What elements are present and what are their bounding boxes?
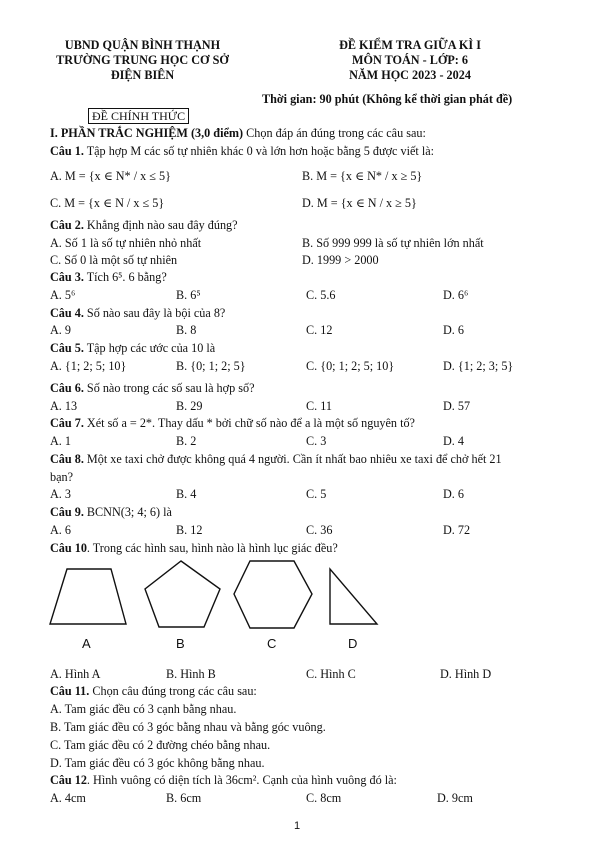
question-label: Câu 10 <box>50 541 87 555</box>
question-10 <box>50 541 338 556</box>
question-3 <box>50 270 167 285</box>
school-year: NĂM HỌC 2023 - 2024 <box>349 68 471 82</box>
answer-9c: C. 36 <box>306 523 333 537</box>
answer-1d: D. M = {x ∈ N / x ≥ 5} <box>302 196 417 210</box>
answer-3b: B. 6⁵ <box>176 288 201 302</box>
question-6 <box>50 381 254 396</box>
answer-5d: D. {1; 2; 3; 5} <box>443 359 514 373</box>
answer-10c: C. Hình C <box>306 667 356 681</box>
answer-12d: D. 9cm <box>437 791 473 805</box>
answer-5b: B. {0; 1; 2; 5} <box>176 359 246 373</box>
answer-12a: A. 4cm <box>50 791 86 805</box>
question-9 <box>50 505 172 520</box>
answer-8c: C. 5 <box>306 487 327 501</box>
question-label: Câu 9. <box>50 505 84 519</box>
answer-6c: C. 11 <box>306 399 332 413</box>
answer-10a: A. Hình A <box>50 667 101 681</box>
question-label: Câu 11. <box>50 684 90 698</box>
question-text: Tập hợp M các số tự nhiên khác 0 và lớn hơn hoặc bằng 5 được viết là: <box>83 144 435 158</box>
answer-5c: C. {0; 1; 2; 5; 10} <box>306 359 395 373</box>
shape-label-a: A <box>82 636 91 651</box>
answer-8a: A. 3 <box>50 487 71 501</box>
question-5 <box>50 341 215 356</box>
answer-7b: B. 2 <box>176 434 197 448</box>
answer-11d: D. Tam giác đều có 3 góc không bằng nhau. <box>50 756 265 770</box>
question-label: Câu 12 <box>50 773 87 787</box>
shape-label-b: B <box>176 636 185 651</box>
exam-time: Thời gian: 90 phút (Không kể thời gian phát đề) <box>262 92 513 106</box>
answer-3c: C. 5.6 <box>306 288 336 302</box>
answer-6b: B. 29 <box>176 399 203 413</box>
answer-11a: A. Tam giác đều có 3 cạnh bằng nhau. <box>50 702 237 716</box>
question-8 <box>50 452 502 467</box>
answer-1c: C. M = {x ∈ N / x ≤ 5} <box>50 196 165 210</box>
question-11 <box>50 684 257 699</box>
question-text: Xét số a = 2*. Thay dấu * bởi chữ số nào để a là một số nguyên tố? <box>83 416 415 430</box>
shape-label-d: D <box>348 636 358 651</box>
answer-6a: A. 13 <box>50 399 78 413</box>
question-text: Tập hợp các ước của 10 là <box>83 341 216 355</box>
shape-b-pentagon <box>145 561 220 627</box>
school-name: TRƯỜNG TRUNG HỌC CƠ SỞ <box>56 53 229 67</box>
answer-2a: A. Số 1 là số tự nhiên nhỏ nhất <box>50 236 202 250</box>
question-label: Câu 7. <box>50 416 84 430</box>
answer-7d: D. 4 <box>443 434 464 448</box>
question-text: . Hình vuông có diện tích là 36cm². Cạnh của hình vuông đó là: <box>86 773 397 787</box>
question-text: Tích 6⁵. 6 bằng? <box>83 270 167 284</box>
answer-1b: B. M = {x ∈ N* / x ≥ 5} <box>302 169 423 183</box>
answer-4b: B. 8 <box>176 323 197 337</box>
answer-2c: C. Số 0 là một số tự nhiên <box>50 253 178 267</box>
subject-grade: MÔN TOÁN - LỚP: 6 <box>351 53 468 67</box>
district-name: UBND QUẬN BÌNH THẠNH <box>64 38 221 52</box>
answer-9b: B. 12 <box>176 523 203 537</box>
question-12 <box>50 773 397 788</box>
question-label: Câu 1. <box>50 144 84 158</box>
official-stamp: ĐỀ CHÍNH THỨC <box>88 108 189 124</box>
question-label: Câu 2. <box>50 218 84 232</box>
answer-4d: D. 6 <box>443 323 464 337</box>
answer-2b: B. Số 999 999 là số tự nhiên lớn nhất <box>302 236 484 250</box>
answer-5a: A. {1; 2; 5; 10} <box>50 359 127 373</box>
shape-a-trapezoid <box>50 569 126 624</box>
section-instruction: Chọn đáp án đúng trong các câu sau: <box>243 126 426 140</box>
question-text: Số nào sau đây là bội của 8? <box>83 306 226 320</box>
answer-11c: C. Tam giác đều có 2 đường chéo bằng nhau. <box>50 738 271 752</box>
section-title: I. PHẦN TRẮC NGHIỆM (3,0 điểm) <box>50 126 244 140</box>
question-label: Câu 3. <box>50 270 84 284</box>
question-1 <box>50 144 434 159</box>
school-name-2: ĐIỆN BIÊN <box>110 68 175 82</box>
question-text: Chọn câu đúng trong các câu sau: <box>89 684 257 698</box>
answer-11b: B. Tam giác đều có 3 góc bằng nhau và bằng góc vuông. <box>50 720 326 734</box>
answer-8d: D. 6 <box>443 487 464 501</box>
answer-9d: D. 72 <box>443 523 471 537</box>
answer-3d: D. 6⁶ <box>443 288 469 302</box>
answer-7c: C. 3 <box>306 434 327 448</box>
answer-10b: B. Hình B <box>166 667 216 681</box>
question-7 <box>50 416 415 431</box>
question-text: . Trong các hình sau, hình nào là hình lục giác đều? <box>86 541 338 555</box>
question-text: Số nào trong các số sau là hợp số? <box>83 381 255 395</box>
question-label: Câu 5. <box>50 341 84 355</box>
exam-header <box>300 38 520 83</box>
exam-title: ĐỀ KIỂM TRA GIỮA KÌ I <box>339 38 481 52</box>
question-text: BCNN(3; 4; 6) là <box>83 505 172 519</box>
answer-2d: D. 1999 > 2000 <box>302 253 379 267</box>
answer-12c: C. 8cm <box>306 791 342 805</box>
question-label: Câu 4. <box>50 306 84 320</box>
question-8-cont: bạn? <box>50 470 74 484</box>
shape-label-c: C <box>267 636 277 651</box>
question-label: Câu 6. <box>50 381 84 395</box>
question-text: Khẳng định nào sau đây đúng? <box>83 218 238 232</box>
question-label: Câu 8. <box>50 452 84 466</box>
answer-6d: D. 57 <box>443 399 471 413</box>
answer-8b: B. 4 <box>176 487 197 501</box>
answer-4c: C. 12 <box>306 323 333 337</box>
shape-d-triangle <box>330 569 377 624</box>
shape-c-hexagon <box>234 561 312 628</box>
question-text: Một xe taxi chở được không quá 4 người. Cần ít nhất bao nhiêu xe taxi để chở hết 21 <box>83 452 502 466</box>
page-number: 1 <box>294 820 301 832</box>
answer-12b: B. 6cm <box>166 791 202 805</box>
answer-7a: A. 1 <box>50 434 71 448</box>
answer-9a: A. 6 <box>50 523 71 537</box>
school-header <box>40 38 245 83</box>
answer-10d: D. Hình D <box>440 667 492 681</box>
question-2 <box>50 218 238 233</box>
answer-4a: A. 9 <box>50 323 71 337</box>
answer-3a: A. 5⁶ <box>50 288 76 302</box>
answer-1a: A. M = {x ∈ N* / x ≤ 5} <box>50 169 171 183</box>
section-heading <box>50 126 426 141</box>
question-4 <box>50 306 225 321</box>
